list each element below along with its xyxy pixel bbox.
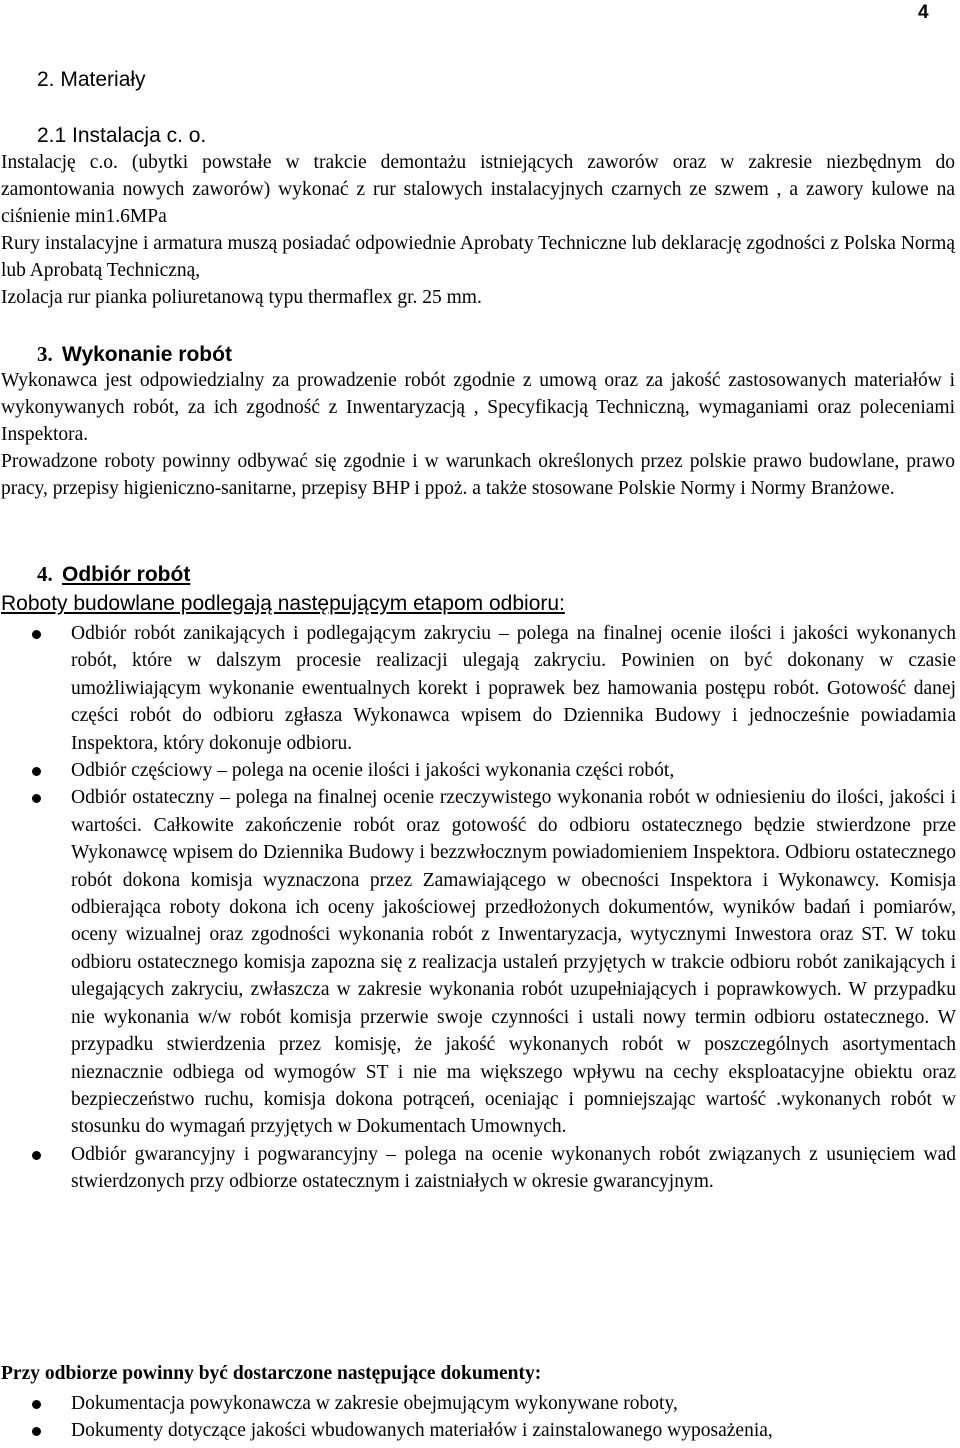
list-item-text: Odbiór ostateczny – polega na finalnej ocenie rzeczywistego wykonania robót w odniesieniu do ilości, jakości i wartości. Całkowite zakończenie robót oraz gotowość do odbioru ostatecznego będzie stwierdzone prze Wykonawcę wpisem do Dziennika Budowy i bezzwłocznym powiadomieniem Inspektora. Odbioru ostatecznego robót dokona komisja wyznaczona przez Zamawiającego w obecności Inspektora i Wykonawcy. Komisja odbierająca roboty dokona ich oceny jakościowej przedłożonych dokumentów, wyników badań i pomiarów, oceny wizualnej oraz zgodności wykonania robót z Inwentaryzacja, wytycznymi Inwestora oraz ST. W toku odbioru ostatecznego komisja zapozna się z realizacja ustaleń przyjętych w trakcie odbioru robót zanikających i ulegających zakryciu, zwłaszcza w zakresie wykonania robót uzupełniających i poprawkowych. W przypadku nie wykonania w/w robót komisja przerwie swoje czynności i ustali nowy termin odbioru ostatecznego. W przypadku stwierdzenia przez komisję, że jakość wykonanych robót w poszczególnych asortymentach nieznacznie odbiega od wymogów ST i nie ma większego wpływu na cechy eksploatacyjne obiektu oraz bezpieczeństwo ruchu, komisja dokona potrąceń, oceniając i pomniejszając wartość .wykonanych robót w stosunku do wymagań przyjętych w Dokumentach Umownych. — [71, 787, 956, 1138]
list-item — [0, 757, 956, 784]
list-item-text: Odbiór gwarancyjny i pogwarancyjny – polega na ocenie wykonanych robót związanych z usunięciem wad stwierdzonych przy odbiorze ostatecznym i zaistniałych w okresie gwarancyjnym. — [71, 1143, 956, 1193]
bullet-icon — [32, 1151, 41, 1160]
paragraph-instalacja: Instalację c.o. (ubytki powstałe w trakcie demontażu istniejących zaworów oraz w zakresie niezbędnym do zamontowania nowych zaworów) wykonać z rur stalowych instalacyjnych czarnych ze szwem , a zawory kulowe na ciśnienie min1.6MPa — [1, 152, 955, 227]
list-item-text: Dokumenty dotyczące jakości wbudowanych materiałów i zainstalowanego wyposażenia, — [71, 1420, 773, 1442]
section-3-number: 3. — [37, 342, 53, 366]
list-item-text: Odbiór robót zanikających i podlegającym zakryciu – polega na finalnej ocenie ilości i jakości wykonanych robót, które w dalszym procesie realizacji ulegają zakryciu. Powinien on być dokonany w czasie umożliwiającym wykonanie ewentualnych korekt i poprawek bez hamowania postępu robót. Gotowość danej części robót do odbioru zgłasza Wykonawca wpisem do Dziennika Budowy i jednocześnie powiadamia Inspektora, który dokonuje odbioru. — [71, 623, 956, 754]
list-item — [0, 784, 956, 1140]
section-2-heading: 2. Materiały — [37, 68, 146, 91]
list-item-text: Odbiór częściowy – polega na ocenie ilości i jakości wykonania części robót, — [71, 760, 675, 782]
paragraph-rury: Rury instalacyjne i armatura muszą posiadać odpowiednie Aprobaty Techniczne lub deklarację zgodności z Polska Normą lub Aprobatą Techniczną, — [1, 233, 955, 281]
section-4-intro: Roboty budowlane podlegają następującym etapom odbioru: — [1, 592, 565, 615]
section-4-number: 4. — [37, 562, 53, 586]
list-item — [0, 1141, 956, 1196]
list-item — [0, 620, 956, 757]
bullet-icon — [32, 630, 41, 639]
page-number: 4 — [918, 2, 929, 23]
odbior-list — [0, 620, 956, 1196]
paragraph-izolacja: Izolacja rur pianka poliuretanową typu thermaflex gr. 25 mm. — [1, 287, 482, 308]
section-3-title: Wykonanie robót — [62, 343, 232, 366]
list-item — [0, 1417, 956, 1444]
documents-list — [0, 1390, 956, 1445]
bullet-icon — [32, 767, 41, 776]
paragraph-prowadzone-roboty: Prowadzone roboty powinny odbywać się zgodnie i w warunkach określonych przez polskie prawo budowlane, prawo pracy, przepisy higieniczno-sanitarne, przepisy BHP i ppoż. a także stosowane Polskie Normy i Normy Branżowe. — [1, 451, 955, 499]
bullet-icon — [32, 1400, 41, 1409]
bullet-icon — [32, 794, 41, 803]
section-2-1-heading: 2.1 Instalacja c. o. — [37, 124, 207, 147]
list-item-text: Dokumentacja powykonawcza w zakresie obejmującym wykonywane roboty, — [71, 1393, 678, 1414]
section-4-heading — [37, 562, 190, 587]
list-item — [0, 1390, 956, 1417]
bullet-icon — [32, 1427, 41, 1436]
section-3-heading — [37, 342, 232, 367]
documents-heading: Przy odbiorze powinny być dostarczone następujące dokumenty: — [1, 1363, 542, 1384]
section-4-title: Odbiór robót — [62, 563, 191, 586]
paragraph-wykonawca: Wykonawca jest odpowiedzialny za prowadzenie robót zgodnie z umową oraz za jakość zastosowanych materiałów i wykonywanych robót, za ich zgodność z Inwentaryzacją , Specyfikacją Techniczną, wymaganiami oraz poleceniami Inspektora. — [1, 370, 955, 445]
